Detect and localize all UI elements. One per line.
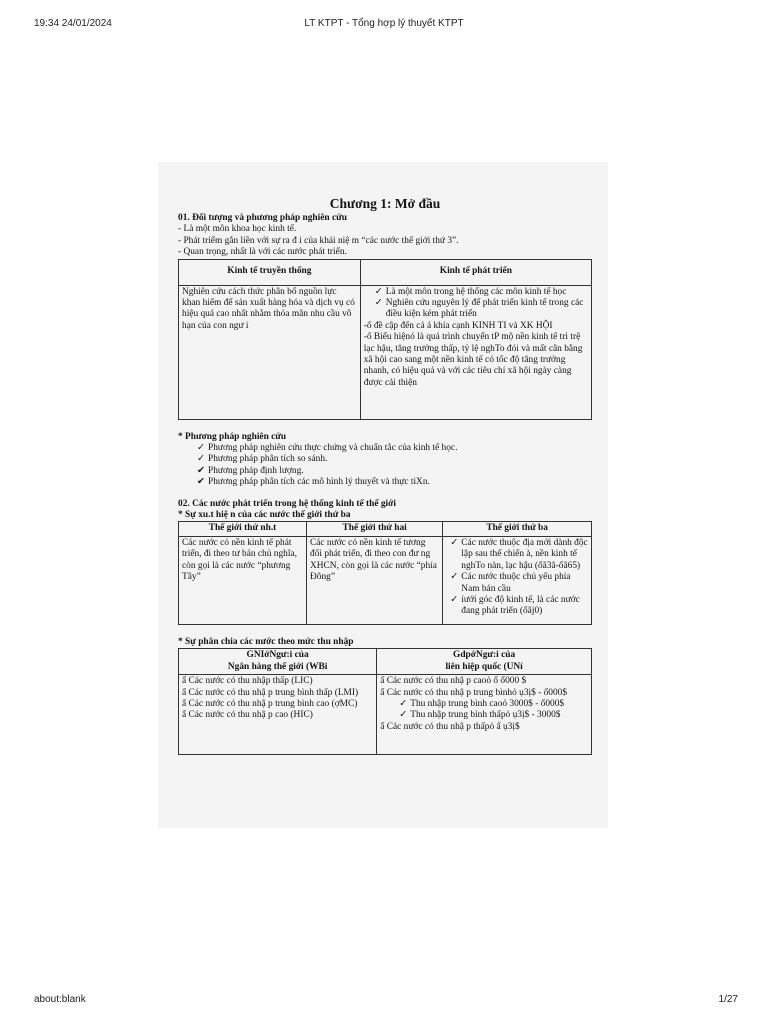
income-classification-heading: * Sự phân chia các nước theo mức thu nhập: [178, 636, 354, 647]
cell-line: ẩ Các nước có thu nhậ p trung bình thấp (LMI): [182, 687, 359, 698]
section-2-subheading: * Sự xu.t hiệ n của các nước thế giới thứ ba: [178, 510, 351, 521]
checkmark-icon: ✓: [399, 710, 408, 721]
cell-line: -ố Biểu hiệnó là quá trình chuyển tP mộ nền kinh tế tri trệ lạc hậu, tăng trưởng thấp, tỷ lệ nghTo đói và mất cân bằng xã hội cao sang một nền kinh tế có tốc độ tăng trưởng nhanh, có hiệu quả và với các tiêu chí xã hội ngày càng được cải thiện: [363, 332, 583, 388]
checkmark-icon: ✓: [450, 594, 459, 605]
method-item: ✓ Phương pháp nghiên cứu thực chứng và chuẩn tắc của kinh tế học.: [197, 443, 458, 454]
cell-line: ẩ Các nước có thu nhậ p thấpỏ ẩ ụ3ị$: [380, 721, 520, 732]
chapter-title: Chương 1: Mở đầu: [329, 196, 441, 211]
table-header-third-world: Thế giới thứ ba: [443, 522, 592, 536]
checkmark-icon: ✓: [374, 286, 383, 297]
checkmark-icon: ✓: [399, 698, 408, 709]
table-header-world-bank: GNIớNgư:i của Ngân hàng thế giới (WBi: [179, 649, 377, 675]
method-item: ✓ Phương pháp phân tích so sánh.: [197, 454, 328, 465]
table-header-first-world: Thế giới thứ nh.t: [179, 522, 307, 536]
method-item: ✔ Phương pháp định lượng.: [197, 465, 304, 476]
cell-line: ẩ Các nước có thu nhậ p trung bình cao (ợMC): [182, 698, 358, 709]
three-worlds-table: [178, 521, 592, 624]
print-page-counter: 1/27: [718, 994, 738, 1005]
table-header-united-nations: GdpớNgư:i của liên hiệp quốc (UNí: [377, 649, 592, 675]
checkmark-icon: ✓: [450, 572, 459, 583]
check-item: ✓ íưới góc độ kinh tế, là các nước đang phát triển (ổãj0): [450, 594, 580, 617]
check-item: ✓ Nghiên cứu nguyên lý để phát triển kinh tế trong các điều kiện kém phát triển: [374, 298, 584, 320]
cell-line: ẩ Các nước có thu nhập thấp (LIC): [182, 676, 313, 687]
browser-print-footer: [0, 994, 768, 1008]
section-1-line: - Phát triểm gắn liền với sự ra đ i của khái niệ m “các nước thế giới thứ 3”.: [178, 235, 459, 246]
document-content: [178, 196, 592, 755]
checkmark-icon: ✓: [197, 454, 205, 465]
section-1-line: - Quan trọng, nhất là với các nước phát triển.: [178, 247, 347, 258]
print-datetime: 19:34 24/01/2024: [34, 18, 112, 29]
methods-heading: * Phương pháp nghiên cứu: [178, 431, 287, 442]
checkmark-icon: ✓: [374, 298, 383, 309]
browser-print-header: [0, 18, 768, 32]
checkmark-icon: ✔: [197, 465, 205, 476]
section-1-heading: 01. Đối tượng và phương pháp nghiên cứu: [178, 213, 347, 223]
print-url: about:blank: [34, 994, 86, 1005]
check-item: ✓ Thu nhập trung bình thấpỏ ụ3ị$ - 3000$: [399, 710, 561, 721]
united-nations-cell: [377, 675, 592, 755]
section-2-heading: 02. Các nước phát triển trong hệ thống kinh tế thế giới: [178, 498, 396, 509]
third-world-cell: [443, 536, 592, 624]
method-item: ✔ Phương pháp phân tích các mô hình lý thuyết và thực tiXn.: [197, 477, 430, 488]
cell-line: -ố đề cập đến cả á khía cạnh KINH TI và XK HỘI: [363, 320, 553, 331]
second-world-cell: Các nước có nền kinh tế tương đối phát triển, đi theo con đư ng XHCN, còn gọi là các nước “phía Đông”: [307, 536, 443, 624]
economics-comparison-table: [178, 259, 592, 420]
section-1-line: - Là một môn khoa học kinh tế.: [178, 224, 297, 235]
world-bank-cell: [179, 675, 377, 755]
check-item: ✓ Các nước thuộc chủ yếu phía Nam bán cầu: [450, 572, 571, 594]
cell-line: ẩ Các nước có thu nhậ p trung bìnhỏ ụ3ị$ - ổ000$: [380, 687, 568, 698]
check-item: ✓ Thu nhập trung bình caoỏ 3000$ - ổ000$: [399, 698, 565, 709]
print-page-title: LT KTPT - Tổng hợp lý thuyết KTPT: [304, 18, 464, 29]
check-item: ✓ Là một môn trong hệ thống các môn kinh tế học: [374, 286, 567, 297]
checkmark-icon: ✓: [197, 443, 205, 454]
table-header-development: Kinh tế phát triển: [360, 259, 591, 285]
income-classification-table: [178, 648, 592, 755]
check-item: ✓ Các nước thuộc địa mới dành độc lập sau thế chiến à, nền kinh tế nghTo nàn, lạc hậu (ổã3ã-ổã65): [450, 537, 588, 571]
traditional-economics-cell: Nghiên cứu cách thức phân bố nguồn lực khan hiếm để sản xuất hàng hóa và dịch vụ có hiệu quả cao nhất nhằm thỏa mãn nhu cầu vô hạn của con ngư i: [179, 285, 361, 419]
development-economics-cell: [360, 285, 591, 419]
table-header-traditional: Kinh tế truyền thống: [179, 259, 361, 285]
checkmark-icon: ✔: [197, 477, 205, 488]
first-world-cell: Các nước có nền kinh tế phát triển, đi theo tư bản chủ nghĩa, còn gọi là các nước “phương Tây”: [179, 536, 307, 624]
cell-line: ẩ Các nước có thu nhậ p caoỏ ổ ổ000 $: [380, 676, 527, 687]
table-header-second-world: Thế giới thứ hai: [307, 522, 443, 536]
checkmark-icon: ✓: [450, 537, 459, 548]
cell-line: ẩ Các nước có thu nhậ p cao (HIC): [182, 710, 313, 721]
